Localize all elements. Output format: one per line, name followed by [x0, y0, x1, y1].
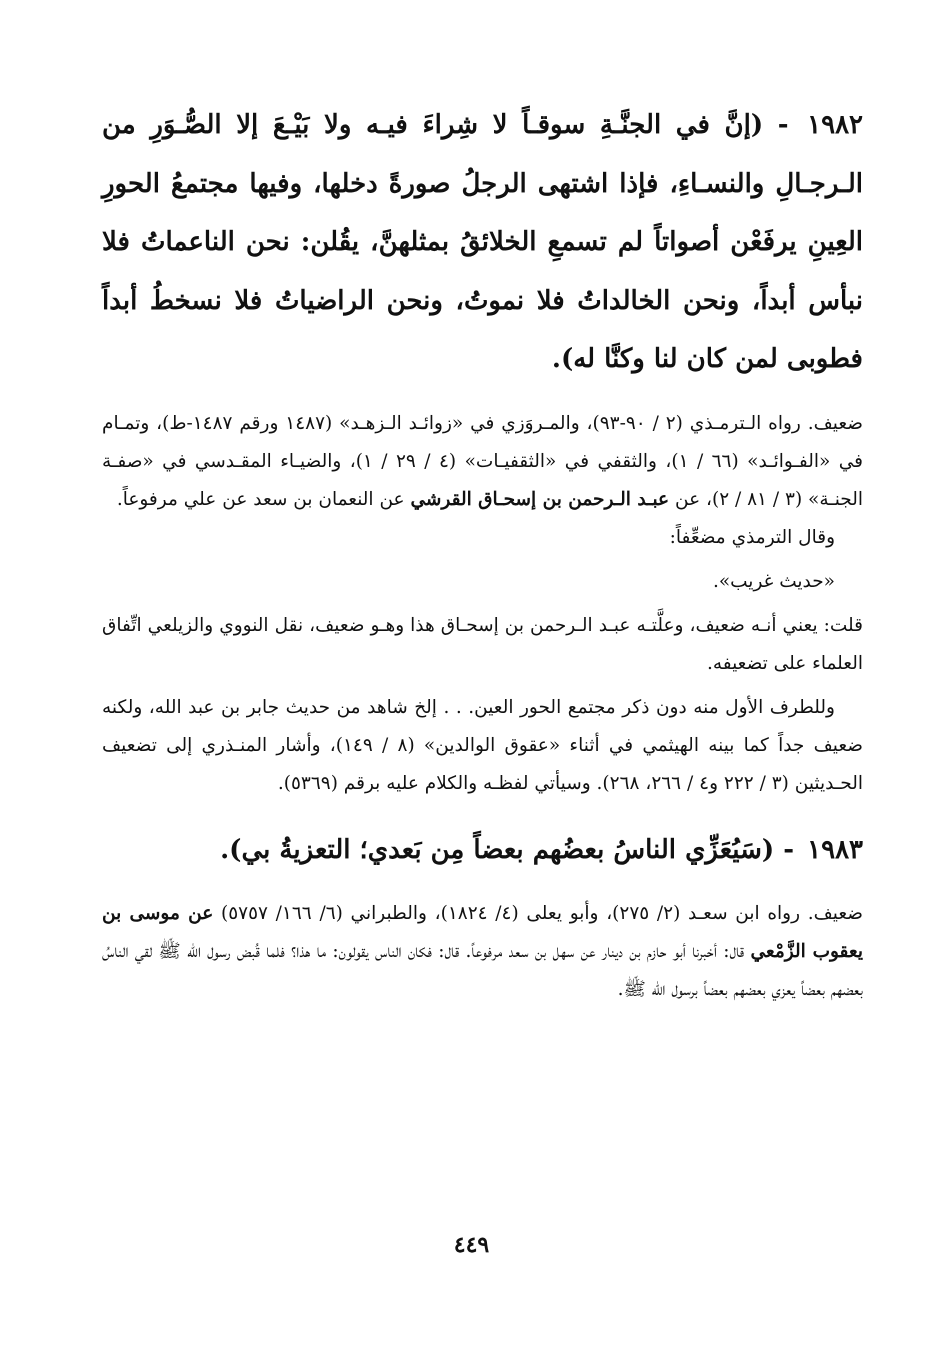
author-comment: قلت: يعني أنـه ضعيف، وعلَّتـه عبـد الـرحمن بن إسحـاق هذا وهـو ضعيف، نقل النووي والزيلعي اتِّفاق العلماء على تضعيفه. [102, 614, 863, 674]
takhrij-text: عن النعمان بن سعد عن علي مرفوعاً. [116, 488, 405, 510]
hadith-number: ١٩٨٢ [807, 110, 863, 140]
hadith-1982 [102, 96, 863, 389]
hadith-number: ١٩٨٣ [807, 834, 863, 865]
hadith-text: - (إنَّ في الجنَّـةِ سوقـاً لا شِراءَ فيـه ولا بَيْـعَ إلا الصُّـوَرِ من الـرجـالِ والنسـاءِ، فإذا اشتهى الرجلُ صورةً دخلها، وفيها مجتمعُ الحورِ العِينِ يرفَعْن أصواتاً لم تسمعِ الخلائقُ بمثلهنَّ، يقُلن: نحن الناعماتُ فلا نبأس أبداً، ونحن الخالداتُ فلا نموتُ، ونحن الراضياتُ فلا نسخطُ أبداً فطوبى لمن كان لنا وكنَّا له). [102, 110, 863, 374]
witness-paragraph: وللطرف الأول منه دون ذكر مجتمع الحور العين. . . إلخ شاهد من حديث جابر بن عبد الله، ولكنه ضعيف جداً كما بينه الهيثمي في أثناء «عقوق الوالدين» (٨ / ١٤٩)، وأشار المنـذري إلى تضعيف الحـديثين (٣ / ٢٢٢ و٤ / ٢٦٦، ٢٦٨). وسيأتي لفظـه والكلام عليه برقم (٥٣٦٩). [102, 696, 863, 794]
takhrij-paragraph [102, 895, 863, 1009]
tirmidhi-quote: «حديث غريب». [712, 570, 835, 592]
tirmidhi-intro: وقال الترمذي مضعِّفاً: [669, 526, 835, 548]
page-number: ٤٤٩ [453, 1232, 490, 1258]
takhrij-text: قال: أخبرنا أبو حازم بن دينار عن سهل بن سعد مرفوعاً. قال: فكان الناس يقولون: ما هذا؟ فلما قُبض رسول الله ﷺ لقي الناسُ بعضهم بعضاً يعزي بعضهم بعضاً برسول الله ﷺ. [102, 941, 863, 1000]
takhrij-paragraph [102, 405, 863, 519]
hadith-text: - (سَيُعَزِّي الناسُ بعضُهم بعضاً مِن بَعدي؛ التعزيةُ بي). [220, 834, 795, 865]
takhrij-text: ضعيف. رواه ابن سعـد (٢/ ٢٧٥)، وأبو يعلى (٤/ ١٨٢٤)، والطبراني (٦/ ١٦٦/ ٥٧٥٧) [221, 903, 864, 924]
takhrij-text: ضعيف. رواه الـترمـذي (٢ / ٩٠-٩٣)، والمـروَزي في «زوائـد الـزهـد» (١٤٨٧ ورقم ١٤٨٧-ط)، وتمـام في «الفـوائـد» (٦٦ / ١)، والثقفي في «الثقفيـات» (٤ / ٢٩ / ١)، والضيـاء المقـدسي في «صفـة الجنـة» (٣ / ٨١ / ٢)، عن [102, 412, 864, 510]
narrator-name: عبـد الـرحمن بن إسحـاق القرشي [410, 488, 670, 510]
hadith-1983 [102, 821, 863, 880]
narrator-name: عن موسى بن يعقوب الزَّمْعي [102, 903, 863, 962]
